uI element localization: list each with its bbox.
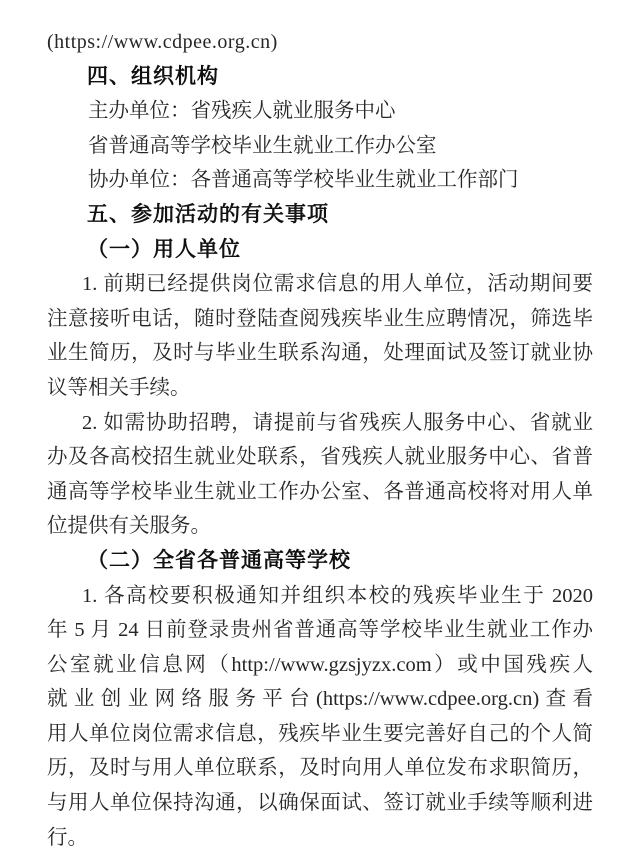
universities-para1-line-3: 公室就业信息网（http://www.gzsjyzx.com）或中国残疾人 (47, 653, 593, 676)
universities-para1-line-1: 1. 各高校要积极通知并组织本校的残疾毕业生于 2020 (82, 584, 593, 607)
url-continuation-line: (https://www.cdpee.org.cn) (47, 31, 278, 53)
universities-para1-line-5: 用人单位岗位需求信息，残疾毕业生要完善好自己的个人简 (47, 722, 593, 745)
co-organizer-line: 协办单位：各普通高等学校毕业生就业工作部门 (88, 169, 519, 192)
employers-para2-line-4: 位提供有关服务。 (47, 515, 211, 538)
subheading-universities: （二）全省各普通高等学校 (87, 548, 351, 572)
employers-para2-line-2: 办及各高校招生就业处联系，省残疾人就业服务中心、省普 (47, 446, 593, 469)
subheading-employers: （一）用人单位 (87, 237, 241, 261)
universities-para1-line-4: 就业创业网络服务平台(https://www.cdpee.org.cn)查看 (47, 688, 593, 711)
universities-para1-line-8: 行。 (47, 826, 88, 849)
universities-para1-line-2: 年 5 月 24 日前登录贵州省普通高等学校毕业生就业工作办 (47, 619, 593, 642)
heading-section-five: 五、参加活动的有关事项 (87, 202, 329, 226)
employers-para1-line-2: 注意接听电话，随时登陆查阅残疾毕业生应聘情况，筛选毕 (47, 307, 593, 330)
heading-section-four: 四、组织机构 (87, 64, 219, 88)
employers-para2-line-3: 通高等学校毕业生就业工作办公室、各普通高校将对用人单 (47, 480, 593, 503)
host-unit-line-2: 省普通高等学校毕业生就业工作办公室 (88, 134, 437, 157)
universities-para1-line-7: 与用人单位保持沟通，以确保面试、签订就业手续等顺利进 (47, 792, 593, 815)
universities-para1-line-6: 历，及时与用人单位联系，及时向用人单位发布求职简历， (47, 757, 593, 780)
employers-para1-line-3: 业生简历，及时与毕业生联系沟通，处理面试及签订就业协 (47, 342, 593, 365)
employers-para1-line-4: 议等相关手续。 (47, 376, 191, 399)
employers-para1-line-1: 1. 前期已经提供岗位需求信息的用人单位，活动期间要 (82, 273, 593, 296)
employers-para2-line-1: 2. 如需协助招聘，请提前与省残疾人服务中心、省就业 (82, 411, 593, 434)
host-unit-line: 主办单位：省残疾人就业服务中心 (88, 100, 396, 123)
